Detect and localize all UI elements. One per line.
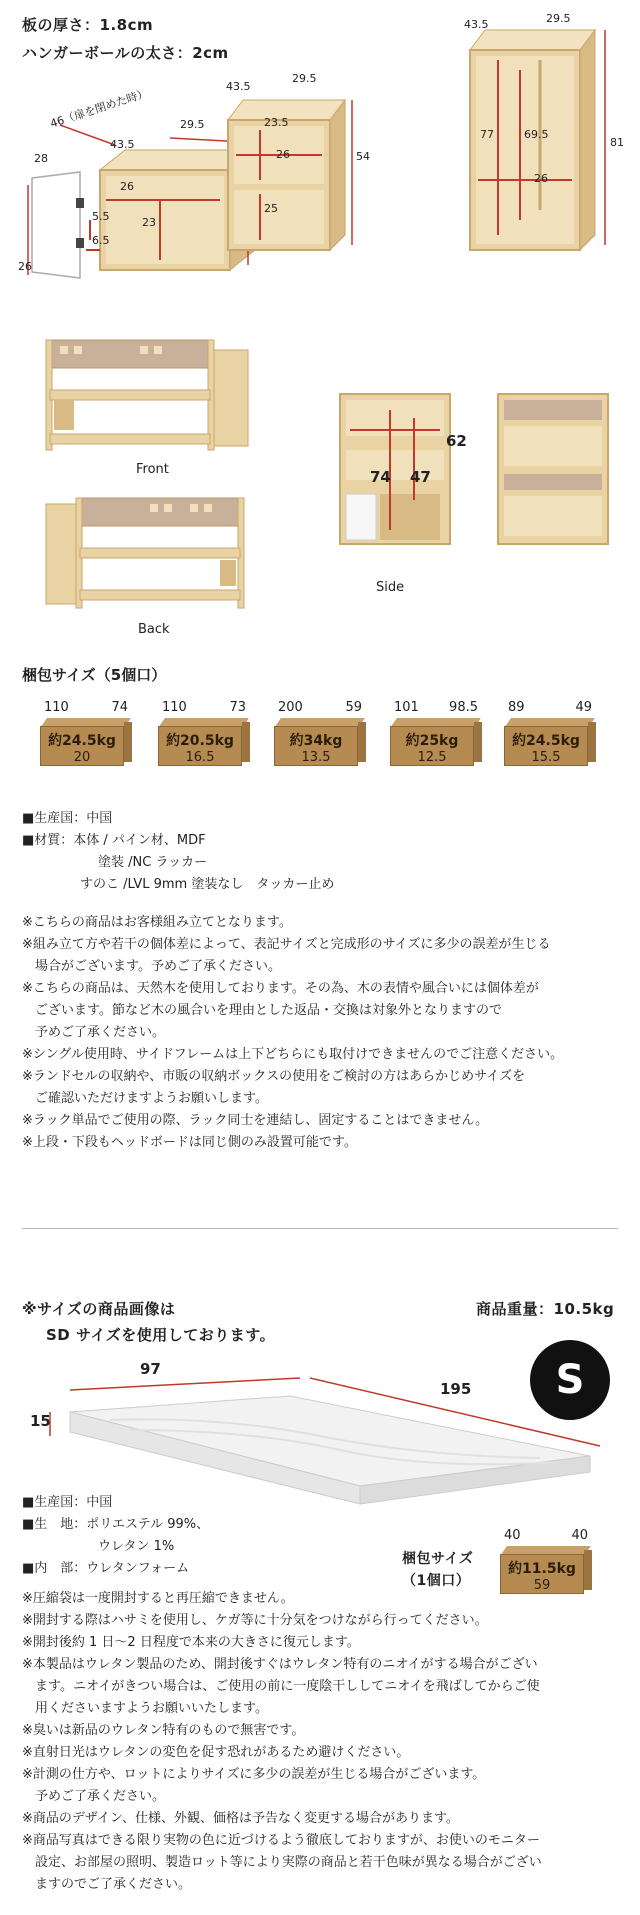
- medium-inner-width-label: 26: [276, 148, 290, 161]
- mattress-note-line: ※直射日光はウレタンの変色を促す恐れがあるため避けください。: [22, 1745, 410, 1760]
- bed-material-3: すのこ /LVL 9mm 塗装なし タッカー止め: [80, 877, 335, 892]
- side-dim-74-label: 74: [370, 468, 391, 486]
- bed-note-line: ※ランドセルの収納や、市販の収納ボックスの使用をご検討の方はあらかじめサイズを: [22, 1069, 526, 1084]
- bed-material-2: 塗装 /NC ラッカー: [98, 855, 208, 870]
- bed-side-view-2: [494, 390, 614, 550]
- board-thickness-spec: 板の厚さ：1.8cm: [22, 16, 154, 34]
- box2-width: 110: [162, 700, 187, 715]
- small-depth-closed-label: 46（扉を閉めた時）: [48, 86, 150, 131]
- bed-note-line: ※上段・下段もヘッドボードは同じ側のみ設置可能です。: [22, 1135, 357, 1150]
- side-dim-47-label: 47: [410, 468, 431, 486]
- mattress-illustration: [20, 1376, 620, 1506]
- tall-depth-label: 43.5: [464, 18, 489, 31]
- mattress-note-line: ※計測の仕方や、ロットによりサイズに多少の誤差が生じる場合がございます。: [22, 1767, 486, 1782]
- box3-width: 200: [278, 700, 303, 715]
- medium-cabinet-illustration: [220, 70, 370, 260]
- bed-note-line: ※シングル使用時、サイドフレームは上下どちらにも取付けできませんのでご注意ください。: [22, 1047, 564, 1062]
- bed-material-1: ■材質：本体 / パイン材、MDF: [22, 833, 206, 848]
- mattress-note-line: ます。ニオイがきつい場合は、ご使用の前に一度陰干ししてニオイを飛ばしてからご使: [22, 1679, 540, 1694]
- tall-inner-width-label: 26: [534, 172, 548, 185]
- small-inner-width-label: 26: [120, 180, 134, 193]
- mattress-note-line: ※圧縮袋は一度開封すると再圧縮できません。: [22, 1591, 294, 1606]
- box4-height: 12.5: [417, 750, 447, 765]
- mattress-box-depth: 40: [571, 1528, 588, 1543]
- tall-inner-height2-label: 69.5: [524, 128, 549, 141]
- mattress-box-weight: 約11.5kg: [508, 1561, 576, 1577]
- packing-title: 梱包サイズ（5個口）: [22, 666, 167, 684]
- small-hinge-width-label: 6.5: [92, 234, 110, 247]
- bed-note-line: 予めご了承ください。: [22, 1025, 166, 1040]
- mattress-inner: ■内 部：ウレタンフォーム: [22, 1561, 190, 1576]
- bed-front-illustration: [40, 330, 280, 460]
- box4-weight: 約25kg: [405, 733, 459, 749]
- bed-side-view-1: [330, 390, 460, 550]
- packing-box-5: [500, 700, 596, 770]
- tall-height-label: 81: [610, 136, 624, 149]
- mattress-pack-title-2: （1個口）: [402, 1573, 471, 1589]
- mattress-note-1: ※サイズの商品画像は: [22, 1300, 176, 1318]
- mattress-note-line: ※商品写真はできる限り実物の色に近づけるよう徹底しておりますが、お使いのモニター: [22, 1833, 540, 1848]
- mattress-weight: 商品重量：10.5kg: [476, 1300, 615, 1318]
- mattress-thickness-label: 15: [30, 1412, 51, 1430]
- mattress-note-line: ※本製品はウレタン製品のため、開封後すぐはウレタン特有のニオイがする場合がござい: [22, 1657, 538, 1672]
- box2-weight: 約20.5kg: [166, 733, 234, 749]
- mattress-width-label: 97: [140, 1360, 161, 1378]
- small-width-label: 29.5: [180, 118, 205, 131]
- bed-origin: ■生産国：中国: [22, 811, 113, 826]
- small-door-depth-label: 28: [34, 152, 48, 165]
- medium-upper-height-label: 23.5: [264, 116, 289, 129]
- mattress-fabric-1: ■生 地：ポリエステル 99%、: [22, 1517, 210, 1532]
- box3-height: 13.5: [301, 750, 331, 765]
- mattress-origin: ■生産国：中国: [22, 1495, 113, 1510]
- mattress-note-line: ますのでご了承ください。: [22, 1877, 192, 1892]
- mattress-box-width: 40: [504, 1528, 521, 1543]
- mattress-fabric-2: ウレタン 1%: [98, 1539, 175, 1554]
- mattress-note-line: 設定、お部屋の照明、製造ロット等により実際の商品と若干色味が異なる場合がござい: [22, 1855, 542, 1870]
- bed-notes: [22, 912, 632, 1154]
- box4-width: 101: [394, 700, 419, 715]
- section-divider: [22, 1228, 618, 1229]
- box1-depth: 74: [111, 700, 128, 715]
- tall-width-label: 29.5: [546, 12, 571, 25]
- box4-depth: 98.5: [449, 700, 478, 715]
- back-view-label: Back: [138, 622, 170, 637]
- side-view-label: Side: [376, 580, 405, 595]
- packing-box-1: [36, 700, 132, 770]
- box1-width: 110: [44, 700, 69, 715]
- mattress-note-line: 予めご了承ください。: [22, 1789, 166, 1804]
- mattress-note-line: ※開封後約 1 日〜2 日程度で本来の大きさに復元します。: [22, 1635, 360, 1650]
- mattress-note-line: 用くださいますようお願いいたします。: [22, 1701, 268, 1716]
- bed-note-line: ※こちらの商品は、天然木を使用しております。その為、木の表情や風合いには個体差が: [22, 981, 539, 996]
- box2-height: 16.5: [185, 750, 215, 765]
- small-inner-depth-label: 43.5: [110, 138, 135, 151]
- box5-depth: 49: [575, 700, 592, 715]
- front-view-label: Front: [136, 462, 169, 477]
- medium-depth-label: 43.5: [226, 80, 251, 93]
- box5-weight: 約24.5kg: [512, 733, 580, 749]
- mattress-note-line: ※臭いは新品のウレタン特有のもので無害です。: [22, 1723, 305, 1738]
- bed-note-line: ※こちらの商品はお客様組み立てとなります。: [22, 915, 292, 930]
- medium-lower-height-label: 25: [264, 202, 278, 215]
- mattress-note-line: ※商品のデザイン、仕様、外観、価格は予告なく変更する場合があります。: [22, 1811, 459, 1826]
- small-hinge-height-label: 5.5: [92, 210, 110, 223]
- box1-height: 20: [73, 750, 91, 765]
- mattress-length-label: 195: [440, 1380, 472, 1398]
- medium-width-label: 29.5: [292, 72, 317, 85]
- packing-box-4: [386, 700, 482, 770]
- bed-back-illustration: [40, 490, 280, 620]
- box1-weight: 約24.5kg: [48, 733, 116, 749]
- small-door-height-label: 26: [18, 260, 32, 273]
- packing-box-3: [270, 700, 366, 770]
- bed-note-line: ※組み立て方や若干の個体差によって、表記サイズと完成形のサイズに多少の誤差が生じる: [22, 937, 551, 952]
- hanger-pole-spec: ハンガーボールの太さ：2cm: [22, 44, 229, 62]
- box3-weight: 約34kg: [289, 733, 343, 749]
- side-dim-62-label: 62: [446, 432, 467, 450]
- bed-back-view: [40, 490, 280, 620]
- mattress-box-height: 59: [533, 1578, 551, 1593]
- box3-depth: 59: [345, 700, 362, 715]
- mattress-illustration-wrap: [20, 1376, 620, 1506]
- bed-note-line: ご確認いただけますようお願いします。: [22, 1091, 268, 1106]
- box5-height: 15.5: [531, 750, 561, 765]
- medium-cabinet-diagram: [220, 70, 370, 260]
- bed-side-illustration-2: [494, 390, 614, 550]
- mattress-notes: [22, 1588, 632, 1896]
- box2-depth: 73: [229, 700, 246, 715]
- bed-note-line: ございます。節など木の風合いを理由とした返品・交換は対象外となりますので: [22, 1003, 502, 1018]
- tall-inner-height1-label: 77: [480, 128, 494, 141]
- bed-side-illustration-1: [330, 390, 460, 550]
- mattress-note-line: ※開封する際はハサミを使用し、ケガ等に十分気をつけながら行ってください。: [22, 1613, 488, 1628]
- mattress-note-2: SD サイズを使用しております。: [46, 1326, 276, 1344]
- bed-note-line: ※ラック単品でご使用の際、ラック同士を連結し、固定することはできません。: [22, 1113, 489, 1128]
- small-shelf-height-label: 23: [142, 216, 156, 229]
- mattress-pack-title-1: 梱包サイズ: [402, 1551, 474, 1567]
- tall-cabinet-diagram: [460, 10, 635, 260]
- bed-note-line: 場合がございます。予めご了承ください。: [22, 959, 281, 974]
- packing-box-2: [154, 700, 250, 770]
- size-badge: S: [530, 1340, 610, 1420]
- bed-front-view: [40, 330, 280, 460]
- medium-height-label: 54: [356, 150, 370, 163]
- box5-width: 89: [508, 700, 525, 715]
